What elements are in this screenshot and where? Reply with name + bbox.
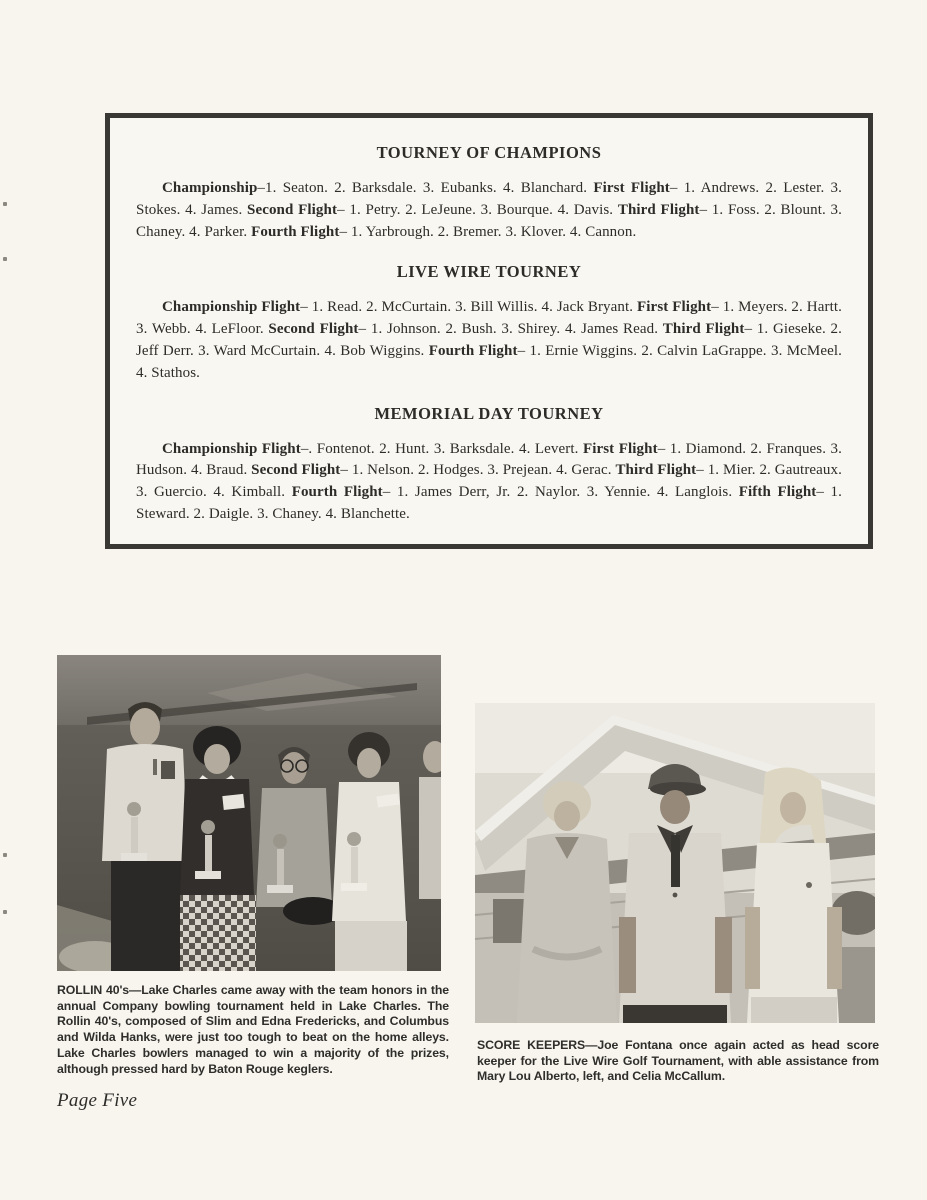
flight-placings: – 1. Read. 2. McCurtain. 3. Bill Willis. 4. Jack Bryant. — [300, 299, 638, 316]
score-keepers-photo-art — [475, 703, 875, 1023]
rollin-40s-photo-art — [57, 655, 441, 971]
flight-placings: – 1. James Derr, Jr. 2. Naylor. 3. Yennie. 4. Langlois. — [382, 484, 739, 501]
flight-placings: –1. Seaton. 2. Barksdale. 3. Eubanks. 4. Blanchard. — [257, 180, 594, 196]
scan-artifact-dot — [3, 853, 7, 857]
scan-artifact-dot — [3, 257, 7, 261]
flight-label: Third Flight — [662, 321, 745, 338]
flight-label: Fourth Flight — [251, 223, 340, 240]
section-live-wire-tourney — [136, 261, 842, 384]
flight-label: Third Flight — [617, 201, 700, 218]
flight-placings: – 1. Andrews. 2. Lester. 3. Stokes. 4. James. — [136, 180, 842, 218]
section-title: LIVE WIRE TOURNEY — [396, 262, 582, 282]
flight-label: Fifth Flight — [738, 484, 817, 501]
rollin-40s-caption: ROLLIN 40's—Lake Charles came away with the team honors in the annual Company bowling tournament held in Lake Charles. The Rollin 40's, composed of Slim and Edna Fredericks, and Columbus and Wilda Hanks, were just too tough to beat on the home alleys. Lake Charles bowlers managed to win a majority of the prizes, although pressed hard by Baton Rouge keglers. — [57, 983, 449, 1076]
flight-placings: – 1. Meyers. 2. Hartt. 3. Webb. 4. LeFloor. — [136, 299, 842, 338]
rollin-40s-photo — [57, 655, 441, 971]
flight-placings: – 1. Diamond. 2. Franques. 3. Hudson. 4. Braud. — [136, 440, 843, 479]
flight-placings: – 1. Petry. 2. LeJeune. 3. Bourque. 4. Davis. — [337, 201, 618, 218]
score-keepers-photo — [475, 703, 875, 1023]
flight-label: Second Flight — [247, 201, 338, 218]
flight-label: First Flight — [582, 440, 658, 457]
flight-label: First Flight — [637, 299, 712, 316]
flight-label: Championship — [162, 180, 258, 196]
flight-label: Fourth Flight — [291, 484, 383, 501]
flight-label: Second Flight — [268, 321, 359, 338]
flight-placings: – 1. Nelson. 2. Hodges. 3. Prejean. 4. Gerac. — [340, 462, 616, 479]
page-number: Page Five — [57, 1090, 138, 1111]
flight-placings: – 1. Johnson. 2. Bush. 3. Shirey. 4. James Read. — [358, 321, 663, 338]
scan-artifact-dot — [3, 910, 7, 914]
section-results-text — [136, 297, 842, 384]
flight-placings: – 1. Ernie Wiggins. 2. Calvin LaGrappe. 3. McMeel. 4. Stathos. — [136, 342, 843, 381]
flight-placings: – 1. Foss. 2. Blount. 3. Chaney. 4. Parker. — [136, 201, 842, 240]
flight-placings: – 1. Steward. 2. Daigle. 3. Chaney. 4. Blanchette. — [136, 484, 842, 522]
flight-label: Championship Flight — [162, 440, 301, 457]
flight-label: Fourth Flight — [428, 342, 518, 359]
section-title: MEMORIAL DAY TOURNEY — [374, 403, 604, 423]
score-keepers-caption: SCORE KEEPERS—Joe Fontana once again acted as head score keeper for the Live Wire Golf Tournament, with able assistance from Mary Lou Alberto, left, and Celia McCallum. — [477, 1038, 879, 1084]
tournament-results-box — [105, 113, 873, 549]
flight-label: Third Flight — [615, 462, 697, 479]
flight-placings: – 1. Mier. 2. Gautreaux. 3. Guercio. 4. Kimball. — [136, 462, 842, 501]
flight-label: First Flight — [593, 180, 670, 196]
section-title: TOURNEY OF CHAMPIONS — [376, 143, 602, 162]
section-results-text — [136, 178, 842, 243]
flight-label: Second Flight — [251, 462, 341, 479]
section-memorial-day-tourney — [136, 403, 842, 526]
flight-label: Championship Flight — [162, 299, 301, 316]
flight-placings: –. Fontenot. 2. Hunt. 3. Barksdale. 4. Levert. — [300, 440, 583, 457]
section-results-text — [136, 439, 842, 526]
flight-placings: – 1. Yarbrough. 2. Bremer. 3. Klover. 4. Cannon. — [339, 223, 637, 240]
section-tourney-of-champions — [136, 142, 842, 243]
scan-artifact-dot — [3, 202, 7, 206]
flight-placings: – 1. Gieseke. 2. Jeff Derr. 3. Ward McCurtain. 4. Bob Wiggins. — [136, 321, 842, 359]
